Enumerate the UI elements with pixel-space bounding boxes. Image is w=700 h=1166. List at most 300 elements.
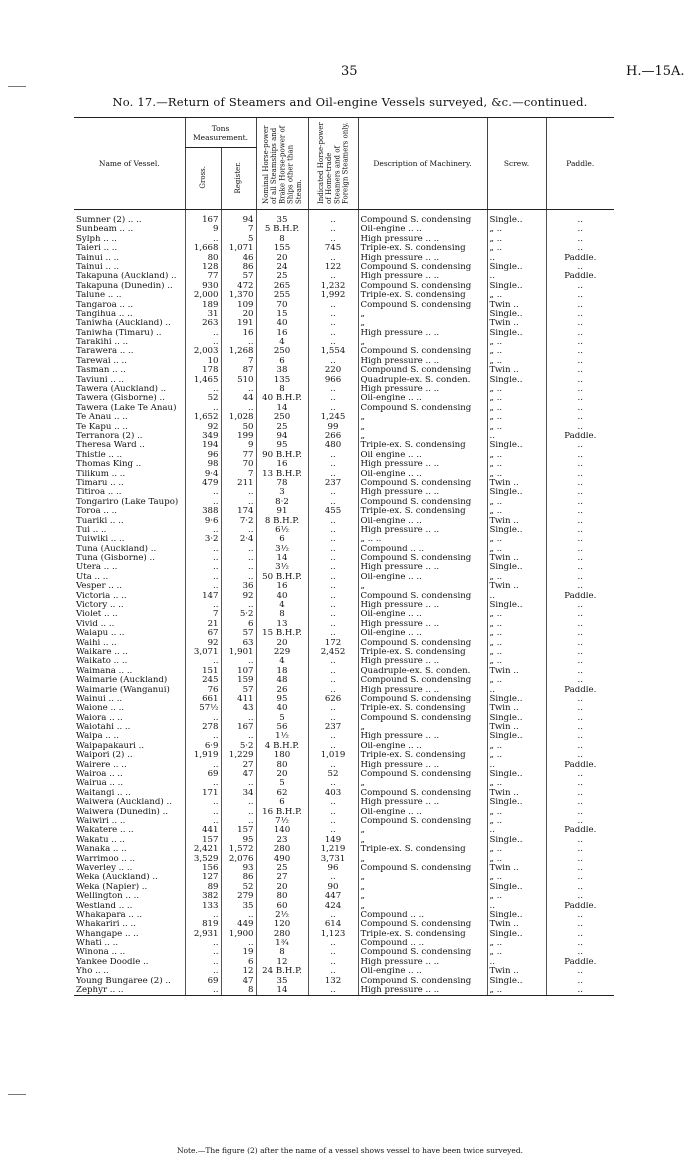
register-tons: .. [221,498,256,507]
vessel-name: Westland .. .. [76,901,133,911]
vessel-name: Warrimoo .. .. [76,854,136,864]
indicated-hp: .. [308,225,358,234]
machinery: „ [358,779,487,788]
screw: Twin .. [487,789,546,798]
screw: Single.. [487,488,546,497]
paddle: Paddle. [546,686,614,695]
screw: .. [487,272,546,281]
machinery: „ [358,423,487,432]
register-tons: 1,900 [221,930,256,939]
vessel-name: Taniwha (Auckland) .. [76,319,171,329]
machinery: Oil-engine .. .. [358,808,487,817]
nominal-hp: 27 [256,873,308,882]
indicated-hp: .. [308,592,358,601]
indicated-hp: .. [308,526,358,535]
nominal-hp: 140 [256,826,308,835]
nominal-hp: 78 [256,479,308,488]
header-screw: Screw. [487,118,546,210]
vessel-name: Tuna (Auckland) .. [76,544,157,554]
paddle: .. [546,808,614,817]
screw: Single.. [487,376,546,385]
table-row [74,639,614,648]
gross-tons: .. [185,714,221,723]
paddle: .. [546,554,614,563]
paddle: .. [546,244,614,253]
machinery: High pressure .. .. [358,958,487,967]
machinery: Compound S. condensing [358,676,487,685]
register-tons: 20 [221,310,256,319]
register-tons: 35 [221,902,256,911]
machinery: „ [358,723,487,732]
indicated-hp: 3,731 [308,855,358,864]
nominal-hp: 94 [256,432,308,441]
screw: Single.. [487,883,546,892]
paddle: Paddle. [546,272,614,281]
table-row [74,695,614,704]
machinery: Compound S. condensing [358,639,487,648]
indicated-hp: .. [308,498,358,507]
nominal-hp: 80 [256,761,308,770]
table-row [74,329,614,338]
nominal-hp: 95 [256,695,308,704]
table-row [74,347,614,356]
nominal-hp: 5 [256,714,308,723]
indicated-hp: .. [308,714,358,723]
indicated-hp: .. [308,817,358,826]
paddle: Paddle. [546,761,614,770]
screw: Single.. [487,210,546,226]
gross-tons: 9·4 [185,470,221,479]
paddle: .. [546,948,614,957]
vessel-name: Taieri .. .. [76,244,118,254]
table-row [74,977,614,986]
register-tons: .. [221,601,256,610]
indicated-hp: .. [308,301,358,310]
table-row [74,423,614,432]
vessel-name: Tasman .. .. [76,366,126,376]
margin-mark [8,1094,26,1095]
table-row [74,413,614,422]
header-tons: Tons Measurement. [185,118,256,148]
vessel-name: Tawera (Gisborne) .. [76,394,165,404]
screw: Twin .. [487,301,546,310]
nominal-hp: 20 [256,254,308,263]
header-nominal-hp: Nominal Horse-power of all Steamships and Brake Horse-power of Ships other than Steam. [256,118,308,210]
gross-tons: 7 [185,610,221,619]
gross-tons: 157 [185,836,221,845]
machinery: Triple-ex. S. condensing [358,648,487,657]
indicated-hp: 1,992 [308,291,358,300]
vessel-name: Tuna (Gisborne) .. [76,554,155,564]
screw: „ .. [487,225,546,234]
screw: „ .. [487,648,546,657]
gross-tons: 6·9 [185,742,221,751]
table-row [74,470,614,479]
paddle: .. [546,225,614,234]
gross-tons: 9 [185,225,221,234]
nominal-hp: 3½ [256,563,308,572]
header-paddle: Paddle. [546,118,614,210]
header-gross: Gross. [185,148,221,210]
indicated-hp: .. [308,545,358,554]
nominal-hp: 6 [256,798,308,807]
table-row [74,826,614,835]
table-row [74,310,614,319]
nominal-hp: 16 [256,329,308,338]
vessel-name: Thistle .. .. [76,450,123,460]
screw: „ .. [487,357,546,366]
register-tons: 199 [221,432,256,441]
header-register: Register. [221,148,256,210]
machinery: Triple-ex. S. condensing [358,704,487,713]
register-tons: 46 [221,254,256,263]
gross-tons: 57½ [185,704,221,713]
register-tons: 2·4 [221,535,256,544]
nominal-hp: 20 [256,770,308,779]
indicated-hp: .. [308,319,358,328]
paddle: Paddle. [546,592,614,601]
nominal-hp: 8 [256,235,308,244]
machinery: Oil-engine .. .. [358,610,487,619]
screw: .. [487,432,546,441]
gross-tons: 1,668 [185,244,221,253]
register-tons: 1,229 [221,751,256,760]
indicated-hp: .. [308,808,358,817]
nominal-hp: 14 [256,404,308,413]
vessel-name: Zephyr .. .. [74,986,185,996]
table-row [74,855,614,864]
table-row [74,714,614,723]
indicated-hp: .. [308,958,358,967]
vessel-name: Utera .. .. [76,563,118,573]
indicated-hp: 480 [308,441,358,450]
machinery: High pressure .. .. [358,235,487,244]
nominal-hp: 3 [256,488,308,497]
indicated-hp: .. [308,620,358,629]
nominal-hp: 48 [256,676,308,685]
gross-tons: 245 [185,676,221,685]
gross-tons: .. [185,732,221,741]
paddle: .. [546,376,614,385]
paddle: .. [546,742,614,751]
nominal-hp: 135 [256,376,308,385]
vessel-name: Waipori (2) .. [76,751,133,761]
vessel-name: Winona .. .. [76,948,126,958]
machinery: Compound S. condensing [358,366,487,375]
vessel-name: Takapuna (Auckland) .. [76,272,177,282]
nominal-hp: 16 B.H.P. [256,808,308,817]
machinery: „ [358,310,487,319]
screw: Single.. [487,329,546,338]
table-row [74,958,614,967]
screw: „ .. [487,629,546,638]
register-tons: .. [221,338,256,347]
gross-tons: 3·2 [185,535,221,544]
paddle: Paddle. [546,254,614,263]
indicated-hp: .. [308,573,358,582]
paddle: .. [546,667,614,676]
machinery: Triple-ex. S. condensing [358,441,487,450]
register-tons: 159 [221,676,256,685]
indicated-hp: .. [308,686,358,695]
nominal-hp: 18 [256,667,308,676]
screw: .. [487,826,546,835]
machinery: Compound .. .. [358,911,487,920]
gross-tons: .. [185,911,221,920]
register-tons: 6 [221,958,256,967]
paddle: .. [546,610,614,619]
table-row [74,732,614,741]
machinery: „ [358,432,487,441]
screw: „ .. [487,892,546,901]
machinery: Oil-engine .. .. [358,967,487,976]
gross-tons: 10 [185,357,221,366]
paddle: .. [546,704,614,713]
indicated-hp: .. [308,385,358,394]
table-row [74,592,614,601]
gross-tons: .. [185,601,221,610]
table-row [74,836,614,845]
table-row [74,864,614,873]
nominal-hp: 16 [256,582,308,591]
gross-tons: 2,003 [185,347,221,356]
indicated-hp: .. [308,254,358,263]
indicated-hp: .. [308,657,358,666]
nominal-hp: 2½ [256,911,308,920]
vessel-name: Wellington .. .. [76,892,140,902]
gross-tons: .. [185,958,221,967]
vessel-name: Tuariki .. .. [76,516,124,526]
register-tons: 16 [221,329,256,338]
register-tons: 43 [221,704,256,713]
nominal-hp: 229 [256,648,308,657]
gross-tons: 77 [185,272,221,281]
register-tons: 449 [221,920,256,929]
indicated-hp: .. [308,629,358,638]
table-row [74,254,614,263]
vessel-name: Victory .. .. [76,601,124,611]
gross-tons: .. [185,948,221,957]
indicated-hp: .. [308,948,358,957]
gross-tons: .. [185,235,221,244]
nominal-hp: 50 B.H.P. [256,573,308,582]
register-tons: 7 [221,225,256,234]
machinery: Compound S. condensing [358,695,487,704]
screw: „ .. [487,235,546,244]
machinery: „ [358,883,487,892]
machinery: Compound S. condensing [358,948,487,957]
paddle: .. [546,210,614,226]
indicated-hp: .. [308,272,358,281]
vessel-name: Talune .. .. [76,291,122,301]
screw: Twin .. [487,554,546,563]
nominal-hp: 91 [256,507,308,516]
screw: „ .. [487,545,546,554]
nominal-hp: 90 B.H.P. [256,451,308,460]
table-row [74,629,614,638]
vessel-name: Tainui .. .. [76,262,120,272]
table-row [74,930,614,939]
gross-tons: 263 [185,319,221,328]
table-row [74,507,614,516]
nominal-hp: 40 B.H.P. [256,394,308,403]
register-tons: 1,572 [221,845,256,854]
gross-tons: .. [185,338,221,347]
paddle: .. [546,451,614,460]
vessel-name: Tarakihi .. .. [76,338,129,348]
vessel-name: Young Bungaree (2) .. [76,976,171,986]
machinery: Compound S. condensing [358,920,487,929]
paddle: .. [546,836,614,845]
machinery: Compound S. condensing [358,864,487,873]
screw: „ .. [487,845,546,854]
gross-tons: 89 [185,883,221,892]
gross-tons: .. [185,967,221,976]
indicated-hp: 237 [308,479,358,488]
register-tons: 44 [221,394,256,403]
gross-tons: .. [185,385,221,394]
nominal-hp: 15 [256,310,308,319]
paddle: Paddle. [546,902,614,911]
paddle: .. [546,977,614,986]
register-tons: .. [221,939,256,948]
machinery: High pressure .. .. [358,601,487,610]
register-tons: 5 [221,235,256,244]
vessel-name: Waiwera (Dunedin) .. [76,807,169,817]
screw: Twin .. [487,479,546,488]
table-row [74,761,614,770]
machinery: Compound S. condensing [358,977,487,986]
table-row [74,366,614,375]
paddle: .. [546,629,614,638]
vessel-name: Waione .. .. [76,704,125,714]
paddle: .. [546,695,614,704]
indicated-hp: .. [308,610,358,619]
table-row [74,498,614,507]
gross-tons: 1,919 [185,751,221,760]
register-tons: 70 [221,460,256,469]
register-tons: .. [221,911,256,920]
gross-tons: 31 [185,310,221,319]
screw: „ .. [487,855,546,864]
paddle: .. [546,676,614,685]
gross-tons: 133 [185,902,221,911]
paddle: .. [546,751,614,760]
paddle: .. [546,657,614,666]
paddle: .. [546,967,614,976]
gross-tons: 819 [185,920,221,929]
indicated-hp: 266 [308,432,358,441]
screw: „ .. [487,507,546,516]
register-tons: .. [221,526,256,535]
screw: Single.. [487,770,546,779]
vessel-name: Tuiwiki .. .. [76,535,125,545]
gross-tons: 441 [185,826,221,835]
register-tons: 36 [221,582,256,591]
indicated-hp: 149 [308,836,358,845]
table-row [74,648,614,657]
paddle: .. [546,920,614,929]
nominal-hp: 23 [256,836,308,845]
screw: Single.. [487,911,546,920]
gross-tons: 382 [185,892,221,901]
vessel-name: Toroa .. .. [76,507,118,517]
register-tons: .. [221,798,256,807]
indicated-hp: 52 [308,770,358,779]
gross-tons: 167 [185,210,221,226]
machinery: „ [358,582,487,591]
machinery: Triple-ex. S. condensing [358,930,487,939]
gross-tons: .. [185,329,221,338]
vessel-name: Yho .. .. [76,967,109,977]
machinery: Triple-ex. S. condensing [358,507,487,516]
table-row [74,272,614,281]
paddle: .. [546,423,614,432]
indicated-hp: .. [308,470,358,479]
screw: „ .. [487,291,546,300]
gross-tons: .. [185,986,221,996]
paddle: .. [546,573,614,582]
machinery: „ .. .. [358,535,487,544]
machinery: High pressure .. .. [358,986,487,996]
machinery: High pressure .. .. [358,329,487,338]
table-row [74,573,614,582]
nominal-hp: 80 [256,892,308,901]
machinery: „ [358,873,487,882]
nominal-hp: 35 [256,210,308,226]
register-tons: 157 [221,826,256,835]
gross-tons: 21 [185,620,221,629]
machinery: Compound S. condensing [358,770,487,779]
register-tons: 1,268 [221,347,256,356]
vessel-name: Whakariri .. .. [76,920,136,930]
paddle: .. [546,366,614,375]
paddle: .. [546,488,614,497]
vessel-name: Wairua .. .. [76,779,124,789]
indicated-hp: .. [308,554,358,563]
machinery: Compound S. condensing [358,714,487,723]
nominal-hp: 8 [256,610,308,619]
screw: Single.. [487,930,546,939]
gross-tons: 2,931 [185,930,221,939]
table-row [74,338,614,347]
register-tons: 50 [221,423,256,432]
vessel-name: Taviuni .. .. [76,375,124,385]
indicated-hp: 96 [308,864,358,873]
screw: „ .. [487,423,546,432]
nominal-hp: 265 [256,282,308,291]
screw: „ .. [487,573,546,582]
indicated-hp: .. [308,826,358,835]
vessel-name: Violet .. .. [76,610,118,620]
register-tons: 510 [221,376,256,385]
register-tons: 7 [221,470,256,479]
table-row [74,601,614,610]
gross-tons: 2,421 [185,845,221,854]
screw: „ .. [487,939,546,948]
nominal-hp: 14 [256,986,308,996]
nominal-hp: 5 [256,779,308,788]
gross-tons: 3,529 [185,855,221,864]
screw: „ .. [487,413,546,422]
vessel-name: Waiapu .. .. [76,629,125,639]
nominal-hp: 40 [256,319,308,328]
paddle: .. [546,385,614,394]
paddle: .. [546,817,614,826]
table-row [74,432,614,441]
table-row [74,620,614,629]
table-row [74,676,614,685]
